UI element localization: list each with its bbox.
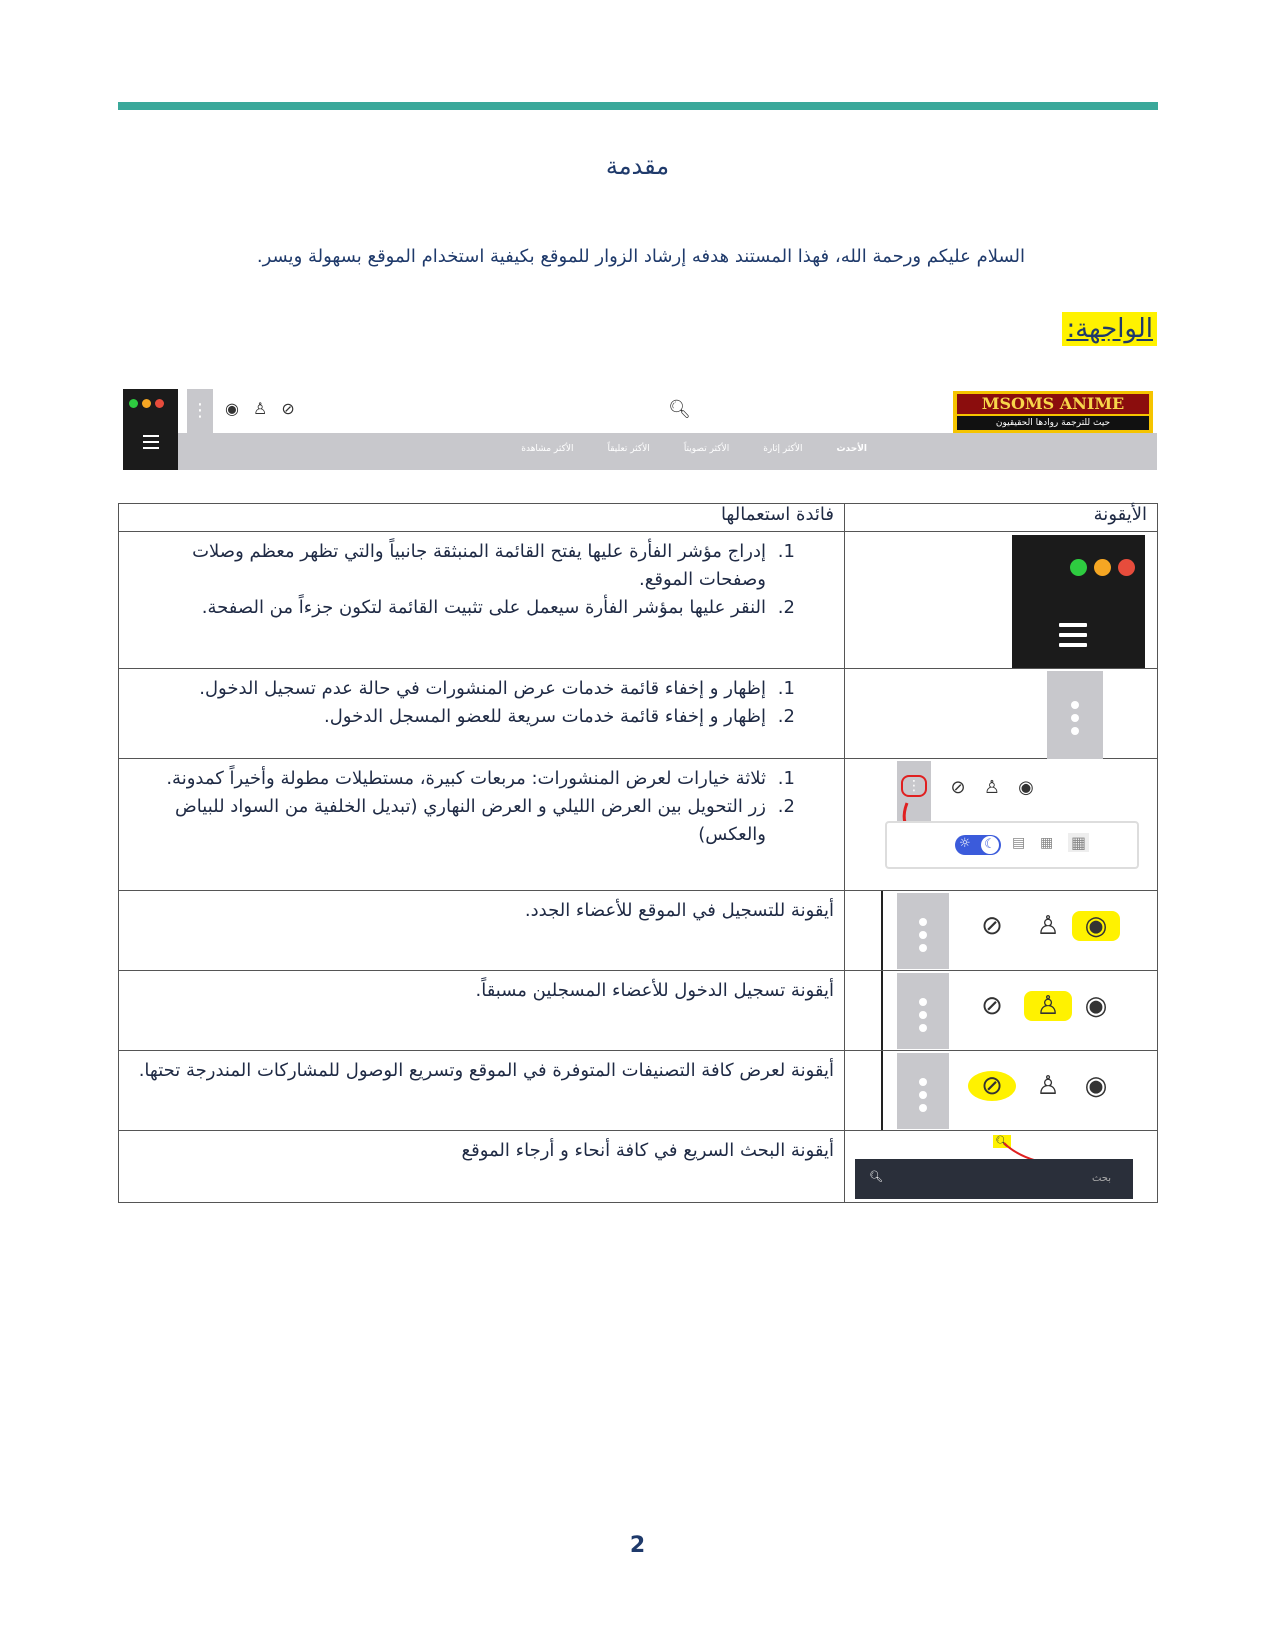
compass-icon: ⊘ (950, 777, 966, 798)
register-icon: ◉ (1084, 991, 1108, 1021)
moon-icon: ☾ (981, 836, 999, 854)
register-icon: ◉ (1018, 777, 1034, 798)
register-icon: ◉ (1072, 911, 1120, 941)
tab-latest[interactable]: الأحدث (836, 444, 867, 454)
logo-tagline: حيث للترجمة روادها الحقيقيون (957, 416, 1149, 430)
header-icons (960, 1071, 1120, 1101)
compass-icon: ⊘ (968, 1071, 1016, 1101)
user-icon: ♙ (983, 777, 1001, 798)
list-item: 1. إظهار و إخفاء قائمة خدمات عرض المنشورات في حالة عدم تسجيل الدخول. (129, 675, 772, 703)
icon-cell (845, 971, 1158, 1051)
search-icon: 🔍︎ (869, 1170, 883, 1183)
compass-icon[interactable]: ⊘ (281, 399, 295, 418)
kebab-menu-icon (897, 1053, 949, 1129)
section-heading: الواجهة: (1062, 312, 1157, 346)
table-row (119, 1051, 1158, 1131)
list-item: 2. زر التحويل بين العرض الليلي و العرض النهاري (تبديل الخلفية من السواد للبياض والعكس) (129, 793, 772, 849)
sun-icon: ☼ (959, 836, 971, 851)
site-header-screenshot (123, 389, 1157, 470)
page-title: مقدمة (605, 152, 670, 180)
kebab-menu-icon: ⋮ (897, 761, 931, 821)
icon-cell (845, 532, 1158, 669)
kebab-menu-icon[interactable]: ⋮ (187, 389, 213, 433)
tab-most-exciting[interactable]: الأكثر إثارة (763, 444, 803, 454)
benefit-cell (119, 759, 845, 891)
table-row (119, 891, 1158, 971)
tab-most-voted[interactable]: الأكثر تصويتاً (683, 444, 730, 454)
side-menu-button (1012, 535, 1145, 668)
kebab-menu-icon (897, 893, 949, 969)
post-tabs (463, 444, 867, 454)
benefit-cell: أيقونة البحث السريع في كافة أنحاء و أرجاء الموقع (119, 1131, 845, 1203)
header-icons (960, 991, 1120, 1021)
header-icons (960, 911, 1120, 941)
search-placeholder: بحث (1091, 1173, 1111, 1184)
day-night-toggle (955, 835, 1001, 855)
register-icon[interactable]: ◉ (225, 399, 239, 418)
search-bar (855, 1159, 1133, 1199)
hamburger-icon (1059, 617, 1087, 653)
top-rule (118, 102, 1158, 110)
header-icons (225, 399, 295, 418)
table-row (119, 532, 1158, 669)
benefit-cell (119, 669, 845, 759)
grid-small-icon: ▦ (1040, 835, 1054, 851)
benefit-cell: أيقونة تسجيل الدخول للأعضاء المسجلين مسبقاً. (119, 971, 845, 1051)
register-icon: ◉ (1084, 1071, 1108, 1101)
intro-paragraph: السلام عليكم ورحمة الله، فهذا المستند هدفه إرشاد الزوار للموقع بكيفية استخدام الموقع بسهولة ويسر. (256, 246, 1025, 267)
site-logo[interactable] (953, 391, 1153, 433)
tab-most-commented[interactable]: الأكثر تعليقاً (607, 444, 650, 454)
table-row (119, 1131, 1158, 1203)
benefit-cell (119, 532, 845, 669)
col-icon-header: الأيقونة (845, 504, 1158, 532)
list-item: 1. ثلاثة خيارات لعرض المنشورات: مربعات كبيرة، مستطيلات مطولة وأخيراً كمدونة. (129, 765, 772, 793)
search-icon[interactable]: 🔍︎ (668, 399, 691, 420)
table-row (119, 669, 1158, 759)
side-menu-button[interactable] (123, 389, 178, 470)
page-number: 2 (629, 1533, 646, 1558)
kebab-menu-icon (897, 973, 949, 1049)
user-icon: ♙ (1036, 1071, 1060, 1101)
grid-large-icon: ▦ (1068, 833, 1089, 852)
list-item: 2. إظهار و إخفاء قائمة خدمات سريعة للعضو المسجل الدخول. (129, 703, 772, 731)
compass-icon: ⊘ (981, 911, 1003, 941)
col-benefit-header: فائدة استعمالها (119, 504, 845, 532)
icon-cell (845, 1051, 1158, 1131)
icon-cell (845, 759, 1158, 891)
table-row (119, 971, 1158, 1051)
user-icon: ♙ (1024, 991, 1072, 1021)
list-item: 2. النقر عليها بمؤشر الفأرة سيعمل على تثبيت القائمة لتكون جزءاً من الصفحة. (129, 594, 772, 622)
tab-most-viewed[interactable]: الأكثر مشاهدة (521, 444, 574, 454)
icon-cell (845, 669, 1158, 759)
table-row (119, 759, 1158, 891)
kebab-menu-icon (1047, 671, 1103, 759)
view-options-panel (885, 821, 1139, 869)
logo-title: MSOMS ANIME (957, 394, 1149, 414)
hamburger-icon (143, 431, 159, 453)
list-view-icon: ▤ (1012, 835, 1026, 851)
icon-cell (845, 891, 1158, 971)
user-icon: ♙ (1036, 911, 1060, 941)
user-icon[interactable]: ♙ (252, 399, 268, 418)
icons-table (118, 503, 1158, 1203)
list-item: 1. إدراج مؤشر الفأرة عليها يفتح القائمة المنبثقة جانبياً والتي تظهر معظم وصلات وصفحات الموقع. (129, 538, 772, 594)
benefit-cell: أيقونة للتسجيل في الموقع للأعضاء الجدد. (119, 891, 845, 971)
window-dots (129, 399, 164, 408)
search-icon: 🔍︎ (995, 1135, 1009, 1148)
compass-icon: ⊘ (981, 991, 1003, 1021)
benefit-cell: أيقونة لعرض كافة التصنيفات المتوفرة في الموقع وتسريع الوصول للمشاركات المندرجة تحتها. (119, 1051, 845, 1131)
icon-cell (845, 1131, 1158, 1203)
header-icons (941, 777, 1043, 798)
